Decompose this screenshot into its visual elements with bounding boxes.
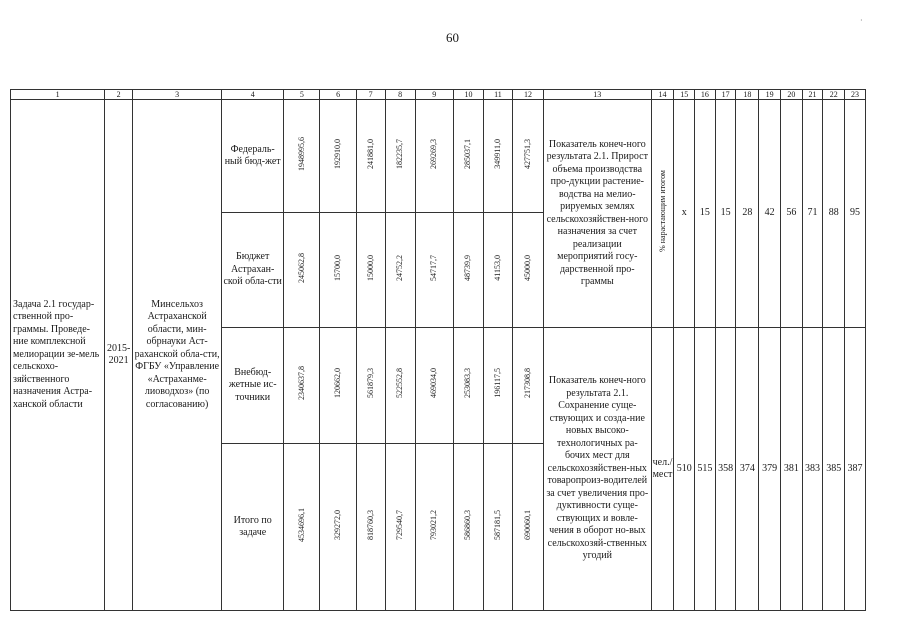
cell-value: 120662,0 [333, 368, 343, 399]
cell-value: 4534696,1 [296, 507, 306, 542]
indicator-value: 510 [674, 328, 695, 611]
indicator-text: Показатель конеч-ного результата 2.1. Прирост объема производства про-дукции растение-водства на мелио-рируемых землях сельскохозяйствен-ного назначения за счет реализации мероприятий госу-дарственной про-граммы [543, 100, 651, 328]
indicator-value: х [674, 100, 695, 328]
col-number: 16 [695, 90, 716, 100]
indicator-value: 71 [802, 100, 823, 328]
cell-value: 561879,3 [365, 368, 375, 399]
col-number: 17 [715, 90, 736, 100]
cell-value: 253083,3 [463, 368, 473, 399]
col-number: 8 [385, 90, 415, 100]
source-name: Федераль-ный бюд-жет [222, 100, 284, 213]
cell-value: 192910,0 [333, 138, 343, 169]
col-number: 6 [320, 90, 356, 100]
col-number: 13 [543, 90, 651, 100]
col-number: 2 [105, 90, 133, 100]
cell-value: 329272,0 [333, 509, 343, 540]
indicator-value: 88 [823, 100, 845, 328]
col-number: 15 [674, 90, 695, 100]
cell-value: 793021,2 [429, 509, 439, 540]
col-number: 12 [512, 90, 543, 100]
cell-value: 2340637,8 [296, 366, 306, 401]
source-name: Итого по задаче [222, 444, 284, 611]
col-number: 11 [483, 90, 512, 100]
task-name: Задача 2.1 государ-ственной про-граммы. Проведе-ние комплексной мелиорации зе-мель сельскохо-зяйственного назначения Астра-ханской области [11, 100, 105, 611]
indicator-value: 374 [736, 328, 759, 611]
cell-value: 241881,0 [365, 138, 375, 169]
indicator-value: 515 [695, 328, 716, 611]
cell-value: 469034,0 [429, 368, 439, 399]
col-number: 7 [356, 90, 385, 100]
source-name: Внебюд-жетные ис-точники [222, 328, 284, 444]
indicator-text: Показатель конеч-ного результата 2.1. Сохранение суще-ствующих и созда-ние новых высоко-технологичных ра-бочих мест для сельскохозяйствен-ных товаропроиз-водителей за счет увеличения про-дуктивности суще-ствующих и вовле-чения в оборот но-вых сельскохозяй-ственных угодий [543, 328, 651, 611]
cell-value: 24752,2 [395, 254, 405, 281]
indicator-unit: чел./ мест [651, 328, 674, 611]
cell-value: 217308,8 [522, 368, 532, 399]
indicator-unit: % нарастающим итогом [657, 170, 667, 253]
page-number: 60 [446, 30, 459, 45]
table-row [11, 100, 866, 213]
col-number: 5 [284, 90, 320, 100]
cell-value: 690060,1 [522, 509, 532, 540]
cell-value: 586860,3 [463, 509, 473, 540]
indicator-value: 379 [759, 328, 781, 611]
indicator-value: 95 [845, 100, 866, 328]
col-number: 23 [845, 90, 866, 100]
col-number: 21 [802, 90, 823, 100]
col-number: 22 [823, 90, 845, 100]
col-number: 19 [759, 90, 781, 100]
period: 2015-2021 [105, 100, 133, 611]
corner-mark: · [860, 16, 863, 25]
indicator-value: 15 [715, 100, 736, 328]
col-number: 4 [222, 90, 284, 100]
col-number: 20 [780, 90, 802, 100]
col-number: 10 [453, 90, 483, 100]
cell-value: 427751,3 [522, 138, 532, 169]
indicator-value: 381 [780, 328, 802, 611]
cell-value: 48739,9 [463, 254, 473, 281]
cell-value: 587181,5 [492, 509, 502, 540]
col-number: 1 [11, 90, 105, 100]
indicator-value: 385 [823, 328, 845, 611]
executor: Минсельхоз Астраханской области, мин-обрнауки Аст-раханской обла-сти, ФГБУ «Управление «Астраханме-лиоводхоз» (по согласованию) [133, 100, 222, 611]
cell-value: 729540,7 [395, 509, 405, 540]
cell-value: 15700,0 [333, 254, 343, 281]
col-number: 14 [651, 90, 674, 100]
cell-value: 196117,5 [492, 368, 502, 399]
cell-value: 245062,8 [296, 252, 306, 283]
col-number: 3 [133, 90, 222, 100]
indicator-value: 387 [845, 328, 866, 611]
cell-value: 522552,8 [395, 368, 405, 399]
indicator-value: 358 [715, 328, 736, 611]
program-table [10, 89, 866, 611]
cell-value: 349911,0 [492, 138, 502, 169]
col-number: 18 [736, 90, 759, 100]
source-name: Бюджет Астрахан-ской обла-сти [222, 213, 284, 328]
cell-value: 41153,0 [492, 254, 502, 281]
indicator-value: 383 [802, 328, 823, 611]
indicator-value: 28 [736, 100, 759, 328]
cell-value: 818760,3 [365, 509, 375, 540]
cell-value: 182235,7 [395, 138, 405, 169]
cell-value: 285037,1 [463, 138, 473, 169]
column-number-row [11, 90, 866, 100]
cell-value: 54717,7 [429, 254, 439, 281]
indicator-value: 56 [780, 100, 802, 328]
cell-value: 1948995,6 [296, 136, 306, 171]
cell-value: 269269,3 [429, 138, 439, 169]
cell-value: 15000,0 [365, 254, 375, 281]
indicator-value: 42 [759, 100, 781, 328]
cell-value: 45000,0 [522, 254, 532, 281]
col-number: 9 [415, 90, 453, 100]
indicator-value: 15 [695, 100, 716, 328]
